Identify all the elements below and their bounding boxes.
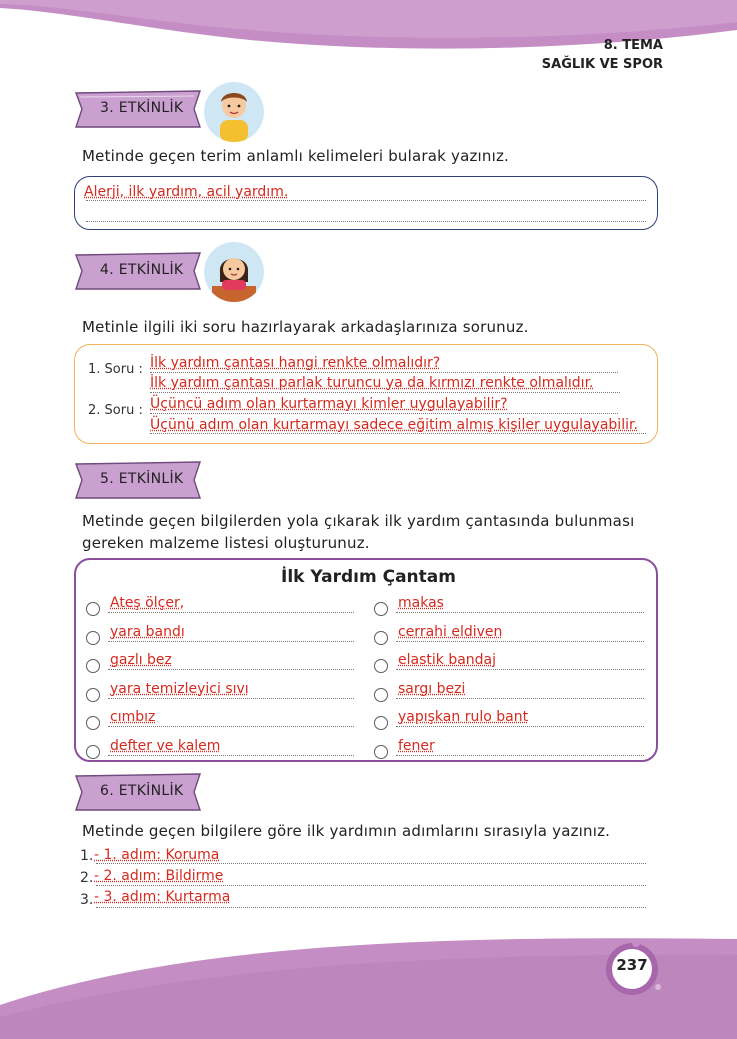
kit-item-right: cerrahi eldiven [398,624,503,640]
answer-line [396,669,644,670]
step-3: - 3. adım: Kurtarma [94,889,231,905]
kit-item-right: elastik bandaj [398,652,497,668]
first-aid-kit-title: İlk Yardım Çantam [281,567,456,587]
step-1: - 1. adım: Koruma [94,847,220,863]
step-number-3: 3. [80,892,94,908]
bottom-wave-decoration [0,925,737,1039]
activity-5-label: 5. ETKİNLİK [100,471,184,487]
step-number-1: 1. [80,848,94,864]
page-number: 237 [616,956,648,974]
theme-title: SAĞLIK VE SPOR [541,57,663,72]
activity-3-question: Metinde geçen terim anlamlı kelimeleri bularak yazınız. [82,147,510,165]
kit-item-right: fener [398,738,435,754]
question-1-text: İlk yardım çantası hangi renkte olmalıdır? [150,355,441,371]
question-1-answer: İlk yardım çantası parlak turuncu ya da kırmızı renkte olmalıdır. [150,375,594,391]
answer-line [396,612,644,613]
checkbox-circle[interactable] [86,602,100,616]
answer-line [96,863,646,864]
kit-item-left: gazlı bez [110,652,172,668]
answer-line [108,755,354,756]
girl-avatar [204,242,264,302]
answer-line [396,641,644,642]
answer-line [150,392,620,393]
answer-line [86,200,646,201]
kit-item-left: Ateş ölçer, [110,595,185,611]
answer-line [150,372,618,373]
question-2-label: 2. Soru : [88,403,143,418]
checkbox-circle[interactable] [374,688,388,702]
answer-line [396,726,644,727]
activity-3-answer: Alerji, ilk yardım, acil yardım. [84,184,289,200]
answer-line [150,413,618,414]
checkbox-circle[interactable] [86,631,100,645]
checkbox-circle[interactable] [374,745,388,759]
boy-avatar [204,82,264,142]
answer-line [150,433,646,434]
checkbox-circle[interactable] [374,602,388,616]
kit-item-right: makas [398,595,444,611]
answer-line [86,221,646,222]
step-number-2: 2. [80,870,94,886]
answer-line [396,755,644,756]
theme-number: 8. TEMA [603,38,663,53]
answer-line [96,907,646,908]
checkbox-circle[interactable] [374,716,388,730]
checkbox-circle[interactable] [374,631,388,645]
checkbox-circle[interactable] [86,716,100,730]
kit-item-left: yara temizleyici sıvı [110,681,249,697]
kit-item-right: yapışkan rulo bant [398,709,529,725]
answer-line [108,612,354,613]
checkbox-circle[interactable] [86,745,100,759]
checkbox-circle[interactable] [374,659,388,673]
question-2-answer: Üçünü adım olan kurtarmayı sadece eğitim almış kişiler uygulayabilir. [150,417,638,433]
activity-4-question: Metinle ilgili iki soru hazırlayarak arkadaşlarınıza sorunuz. [82,318,529,336]
kit-item-left: yara bandı [110,624,185,640]
question-1-label: 1. Soru : [88,362,143,377]
kit-item-right: sargı bezi [398,681,466,697]
step-2: - 2. adım: Bildirme [94,868,224,884]
answer-line [108,669,354,670]
question-2-text: Üçüncü adım olan kurtarmayı kimler uygulayabilir? [150,396,508,412]
theme-header [542,36,663,74]
activity-5-question-line-1: Metinde geçen bilgilerden yola çıkarak ilk yardım çantasında bulunması [82,512,635,530]
activity-4-label: 4. ETKİNLİK [100,262,184,278]
kit-item-left: defter ve kalem [110,738,221,754]
checkbox-circle[interactable] [86,659,100,673]
activity-6-label: 6. ETKİNLİK [100,783,184,799]
answer-line [108,698,354,699]
kit-item-left: cımbız [110,709,156,725]
answer-line [96,885,646,886]
activity-5-question-line-2: gereken malzeme listesi oluşturunuz. [82,534,370,552]
checkbox-circle[interactable] [86,688,100,702]
answer-line [108,641,354,642]
answer-line [396,698,644,699]
answer-line [108,726,354,727]
activity-3-label: 3. ETKİNLİK [100,100,184,116]
activity-6-question: Metinde geçen bilgilere göre ilk yardımın adımlarını sırasıyla yazınız. [82,822,611,840]
